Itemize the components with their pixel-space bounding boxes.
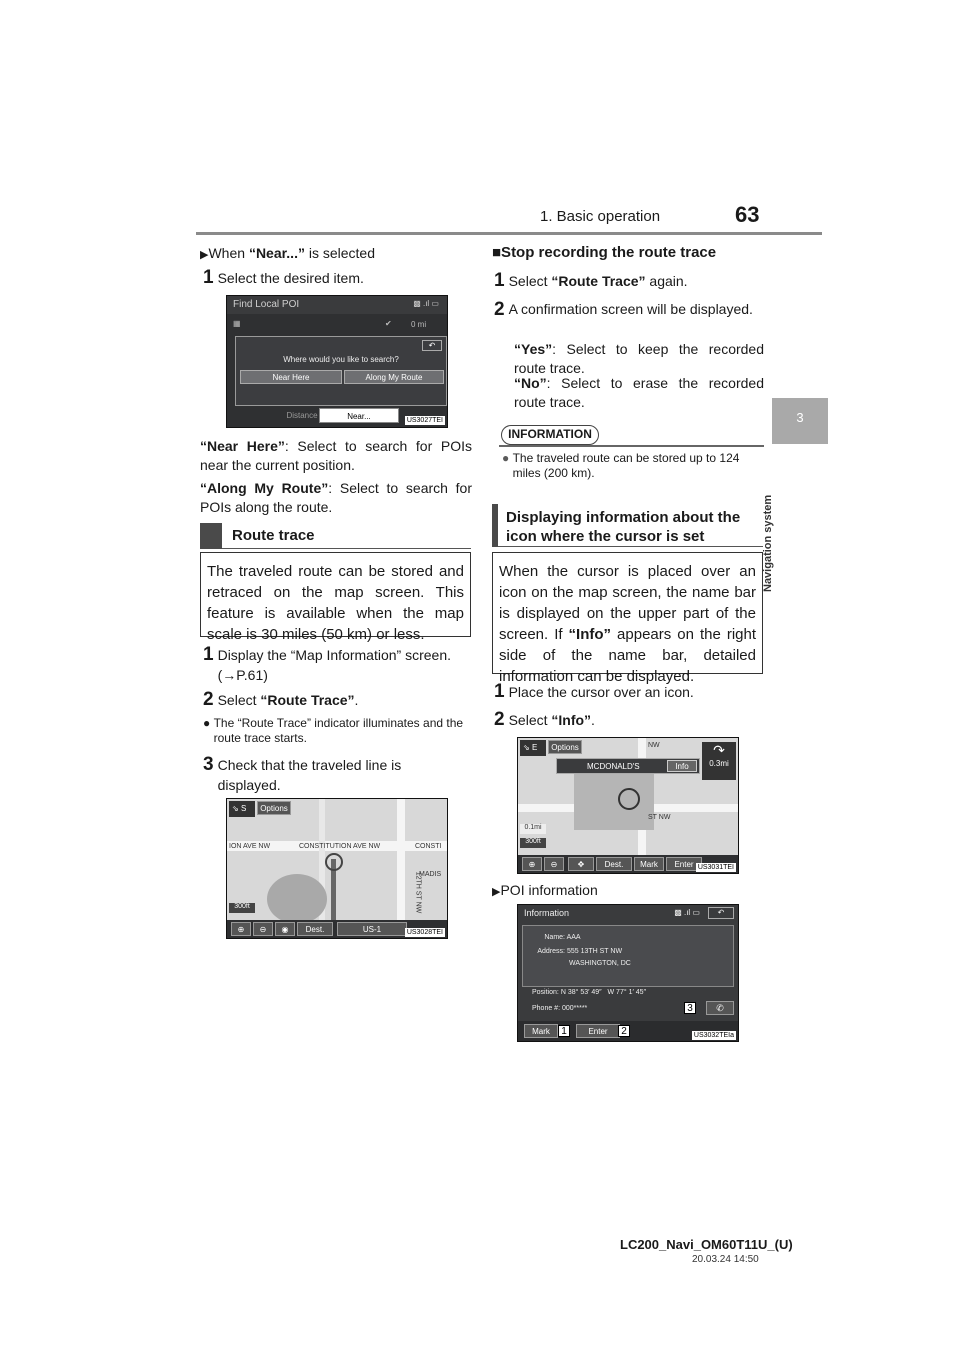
info-note: ● The traveled route can be stored up to 124 miles (200 km).	[502, 451, 740, 480]
along-route-description: “Along My Route”: Select to search for POIs along the route.	[200, 480, 472, 515]
road-vertical	[397, 799, 405, 929]
image-code: US3027TEI	[406, 417, 443, 424]
print-date: 20.03.24 14:50	[692, 1254, 759, 1265]
list-icon: ▦	[233, 319, 241, 328]
distance-row: ▦ ✔ 0 mi	[233, 319, 427, 329]
route-trace-step-2: 2 Select “Route Trace”.	[203, 689, 359, 710]
poi-name: MCDONALD'S	[587, 762, 640, 771]
document-id: LC200_Navi_OM60T11U_(U)	[620, 1237, 793, 1252]
when-near-line: ▶When “Near...” is selected	[200, 245, 376, 261]
chapter-label: Navigation system	[762, 494, 774, 592]
zoom-in-icon[interactable]: ⊕	[522, 857, 542, 871]
zoom-in-icon[interactable]: ⊕	[231, 922, 251, 936]
back-icon[interactable]: ↶	[708, 907, 734, 919]
name-bar	[556, 758, 700, 774]
dest-button[interactable]: Dest.	[596, 857, 632, 871]
tab-distance[interactable]: Distance	[286, 411, 318, 420]
dest-button[interactable]: Dest.	[297, 922, 333, 936]
display-step-2: 2 Select “Info”.	[494, 709, 595, 730]
poi-information-label: ▶POI information	[492, 882, 598, 898]
map-area-shape	[267, 874, 327, 924]
dialog-question: Where would you like to search?	[283, 355, 399, 364]
callout-3: 3	[684, 1002, 696, 1014]
scale-indicator-ft: 300ft	[520, 838, 546, 848]
route-name: US-1	[337, 922, 407, 936]
poi-cluster	[574, 770, 654, 830]
info-button[interactable]: Info	[667, 760, 697, 772]
tab-near[interactable]: Near...	[319, 408, 399, 423]
stop-recording-heading: ■Stop recording the route trace	[492, 244, 717, 261]
header-rule	[196, 232, 822, 235]
zoom-out-icon[interactable]: ⊖	[253, 922, 273, 936]
info-rule	[499, 445, 764, 447]
stop-step-2: 2 A confirmation screen will be displayed.	[494, 299, 753, 320]
near-here-button[interactable]: Near Here	[240, 370, 342, 384]
cursor-icon	[325, 853, 343, 871]
zoom-out-icon[interactable]: ⊖	[544, 857, 564, 871]
enter-button[interactable]: Enter	[666, 857, 702, 871]
page-number: 63	[735, 202, 760, 227]
call-icon[interactable]: ✆	[706, 1001, 734, 1015]
triangle-bullet-icon: ▶	[492, 886, 501, 898]
compass-button[interactable]: ⇘ E	[520, 740, 546, 756]
scroll-icon[interactable]: ✥	[568, 857, 594, 871]
callout-2: 2	[618, 1025, 630, 1037]
near-here-description: “Near Here”: Select to search for POIs near the current position.	[200, 438, 473, 473]
step-1-select-item: 1 Select the desired item.	[203, 267, 364, 288]
image-code: US3028TEI	[406, 929, 443, 936]
display-step-1: 1 Place the cursor over an icon.	[494, 681, 694, 702]
route-trace-header: Route trace	[200, 523, 471, 549]
screen-title-bar: Find Local POI ▩ .ıl ▭	[227, 296, 447, 314]
callout-1: 1	[558, 1025, 570, 1037]
no-description: “No”: Select to erase the recorded route trace.	[514, 375, 764, 410]
enter-button[interactable]: Enter	[576, 1024, 620, 1038]
bullet-dot-icon: ●	[203, 716, 211, 730]
chapter-tab	[772, 398, 828, 444]
poi-information-screenshot: Information ▩ .ıl ▭ ↶ Name: AAA Address: 555 13TH ST NW WASHINGTON, DC Position: N 38° 53′ 49″ W 77° 1′ 45″ Phone #: 000***** ✆ 3 Mark 1 Enter 2 US3032TEIa	[517, 904, 739, 1042]
bullet-dot-icon: ●	[502, 451, 510, 465]
route-trace-bullet: ● The “Route Trace” indicator illuminates and the route trace starts.	[203, 716, 464, 745]
info-title-bar: Information ▩ .ıl ▭ ↶	[518, 905, 738, 923]
signal-icon: ▩ .ıl ▭	[413, 299, 439, 308]
image-code: US3032TEIa	[693, 1032, 734, 1039]
signal-icon: ▩ .ıl ▭	[674, 908, 700, 917]
route-trace-step-1: 1 Display the “Map Information” screen. (→P.61)	[203, 644, 452, 683]
mark-button[interactable]: Mark	[524, 1024, 558, 1038]
mark-button[interactable]: Mark	[634, 857, 664, 871]
info-panel: Name: AAA Address: 555 13TH ST NW WASHINGTON, DC	[522, 925, 734, 987]
header-square	[200, 523, 222, 549]
check-icon: ✔	[385, 319, 392, 328]
scale-indicator: 300ft	[229, 903, 255, 913]
triangle-bullet-icon: ▶	[200, 249, 209, 261]
cursor-icon	[618, 788, 640, 810]
display-info-description: When the cursor is placed over an icon on the map screen, the name bar is displayed on the upper part of the screen. If “Info” appears on the right side of the name bar, detailed information can be displayed.	[492, 552, 763, 674]
chapter-number: 3	[796, 410, 804, 425]
compass-button[interactable]: ⇘ S	[229, 801, 255, 817]
search-dialog	[235, 336, 447, 406]
route-trace-map-screenshot: ION AVE NW CONSTITUTION AVE NW CONSTI MADIS 12TH ST NW ⇘ S Options 300ft ⊕ ⊖ ◉ Dest. US-1 US3028TEI	[226, 798, 448, 939]
stop-step-1: 1 Select “Route Trace” again.	[494, 270, 688, 291]
options-button[interactable]: Options	[548, 740, 582, 754]
turn-indicator: ↷ 0.3mi	[702, 742, 736, 780]
header-bar	[492, 504, 498, 547]
find-local-poi-screenshot	[226, 295, 448, 428]
display-info-header: Displaying information about the icon where the cursor is set	[492, 504, 763, 547]
name-bar-map-screenshot: ⇘ E Options MCDONALD'S Info ↷ 0.3mi ST NW NW 0.1mi 300ft ⊕ ⊖ ✥ Dest. Mark Enter US3031TEI	[517, 737, 739, 874]
back-icon[interactable]: ↶	[422, 340, 442, 351]
section-title: 1. Basic operation	[540, 208, 661, 225]
along-my-route-button[interactable]: Along My Route	[344, 370, 444, 384]
options-button[interactable]: Options	[257, 801, 291, 815]
yes-description: “Yes”: Select to keep the recorded route trace.	[514, 341, 764, 376]
route-trace-description: The traveled route can be stored and retraced on the map screen. This feature is available when the map scale is 30 miles (50 km) or less.	[200, 552, 471, 637]
information-badge: INFORMATION	[501, 425, 599, 445]
map-mode-icon[interactable]: ◉	[275, 922, 295, 936]
turn-right-icon: ↷	[713, 742, 725, 758]
scale-indicator-mi: 0.1mi	[520, 824, 546, 834]
image-code: US3031TEI	[697, 864, 734, 871]
route-trace-step-3: 3 Check that the traveled line is displayed.	[203, 754, 402, 793]
